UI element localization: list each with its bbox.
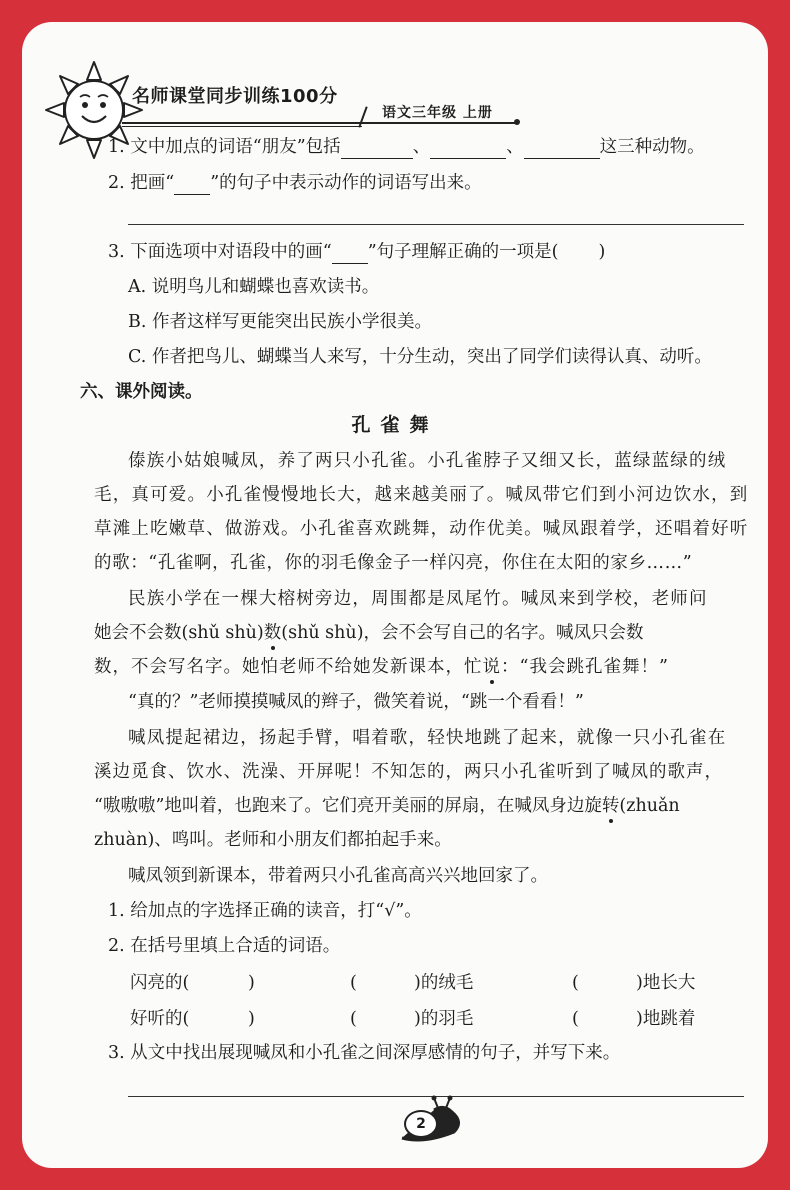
q6-3: 3. 从文中找出展现喊凤和小孔雀之间深厚感情的句子，并写下来。 <box>108 1043 621 1063</box>
header-rule-thin <box>122 126 362 127</box>
passage-line: 草滩上吃嫩草、做游戏。小孔雀喜欢跳舞，动作优美。喊凤跟着学，还唱着好听 <box>94 519 749 539</box>
passage-text: 数，不会写名字。她怕老师不给她发新课本，忙 <box>94 657 483 677</box>
fill-label: )的羽毛 <box>414 1009 474 1029</box>
passage-text: (shǔ shù)，会不会写自己的名字。喊凤只会数 <box>281 623 644 643</box>
header-rule-dot <box>514 119 520 125</box>
q5-1-prefix: 1. 文中加点的词语“朋友”包括 <box>108 137 341 157</box>
passage-line <box>94 794 680 818</box>
answer-blank[interactable] <box>341 140 413 159</box>
grade-subject: 语文三年级 上册 <box>382 105 493 121</box>
fill-paren[interactable]: ( <box>572 1009 579 1029</box>
passage-text: ：“我会跳孔雀舞！” <box>501 657 669 677</box>
worksheet-page <box>22 22 768 1168</box>
q5-3-close: ) <box>598 242 606 262</box>
fill-label: )地长大 <box>636 973 696 993</box>
answer-blank[interactable] <box>430 140 506 159</box>
passage-line: zhuàn)、鸣叫。老师和小朋友们都拍起手来。 <box>94 830 452 850</box>
passage-text: “嗷嗷嗷”地叫着，也跑来了。它们亮开美丽的屏扇，在喊凤身边旋 <box>94 796 602 816</box>
fill-label: 闪亮的( <box>130 973 190 993</box>
underline-mark <box>174 180 210 195</box>
fill-paren[interactable]: ( <box>572 973 579 993</box>
option-b: B. 作者这样写更能突出民族小学很美。 <box>128 312 432 332</box>
dotted-char: 转 <box>601 796 620 816</box>
dotted-char: 说 <box>482 657 501 677</box>
page-number: 2 <box>404 1110 438 1138</box>
underline-mark <box>332 249 368 264</box>
option-c: C. 作者把鸟儿、蝴蝶当人来写，十分生动，突出了同学们读得认真、动听。 <box>128 347 712 367</box>
q5-3-suffix: ”句子理解正确的一项是( <box>367 242 559 262</box>
passage-line <box>94 655 669 679</box>
q5-1-sep: 、 <box>412 137 431 157</box>
answer-line[interactable] <box>128 224 744 225</box>
passage-line: 喊凤提起裙边，扬起手臂，唱着歌，轻快地跳了起来，就像一只小孔雀在 <box>128 728 727 748</box>
fill-label: 好听的( <box>130 1009 190 1029</box>
fill-paren[interactable]: ) <box>248 973 255 993</box>
q5-1 <box>108 135 705 159</box>
fill-paren[interactable]: ( <box>350 973 357 993</box>
header-rule <box>122 122 516 124</box>
fill-paren[interactable]: ) <box>248 1009 255 1029</box>
fill-label: )地跳着 <box>636 1009 696 1029</box>
passage-line: 傣族小姑娘喊凤，养了两只小孔雀。小孔雀脖子又细又长，蓝绿蓝绿的绒 <box>128 451 727 471</box>
series-title: 名师课堂同步训练100分 <box>132 86 338 107</box>
passage-line: 溪边觅食、饮水、洗澡、开屏呢！不知怎的，两只小孔雀听到了喊凤的歌声， <box>94 762 723 782</box>
option-a: A. 说明鸟儿和蝴蝶也喜欢读书。 <box>128 277 380 297</box>
passage-line: 民族小学在一棵大榕树旁边，周围都是凤尾竹。喊凤来到学校，老师问 <box>128 589 708 609</box>
q5-3 <box>108 240 605 264</box>
q5-1-suffix: 这三种动物。 <box>599 137 705 157</box>
passage-line <box>94 621 644 645</box>
passage-line: 喊凤领到新课本，带着两只小孔雀高高兴兴地回家了。 <box>128 866 548 886</box>
q5-3-prefix: 3. 下面选项中对语段中的画“ <box>108 242 332 262</box>
fill-label: )的绒毛 <box>414 973 474 993</box>
passage-line: 的歌：“孔雀啊，孔雀，你的羽毛像金子一样闪亮，你住在太阳的家乡……” <box>94 553 693 573</box>
q5-2-suffix: ”的句子中表示动作的词语写出来。 <box>210 173 482 193</box>
q5-2-prefix: 2. 把画“ <box>108 173 175 193</box>
answer-blank[interactable] <box>524 140 600 159</box>
header-slash <box>358 106 367 127</box>
q5-2 <box>108 171 482 195</box>
passage-line: 毛，真可爱。小孔雀慢慢地长大，越来越美丽了。喊凤带它们到小河边饮水，到 <box>94 485 749 505</box>
passage-text: (zhuǎn <box>619 796 680 816</box>
section-heading: 六、课外阅读。 <box>80 382 203 402</box>
passage-title: 孔雀舞 <box>351 414 439 436</box>
passage-line: “真的？”老师摸摸喊凤的辫子，微笑着说，“跳一个看看！” <box>128 692 584 712</box>
dotted-char: 数 <box>263 623 282 643</box>
page-number-badge <box>394 1094 464 1144</box>
q6-1: 1. 给加点的字选择正确的读音，打“√”。 <box>108 901 422 921</box>
q6-2: 2. 在括号里填上合适的词语。 <box>108 936 341 956</box>
fill-paren[interactable]: ( <box>350 1009 357 1029</box>
q5-1-sep: 、 <box>506 137 524 157</box>
passage-text: 她会不会数(shǔ shù) <box>94 623 264 643</box>
